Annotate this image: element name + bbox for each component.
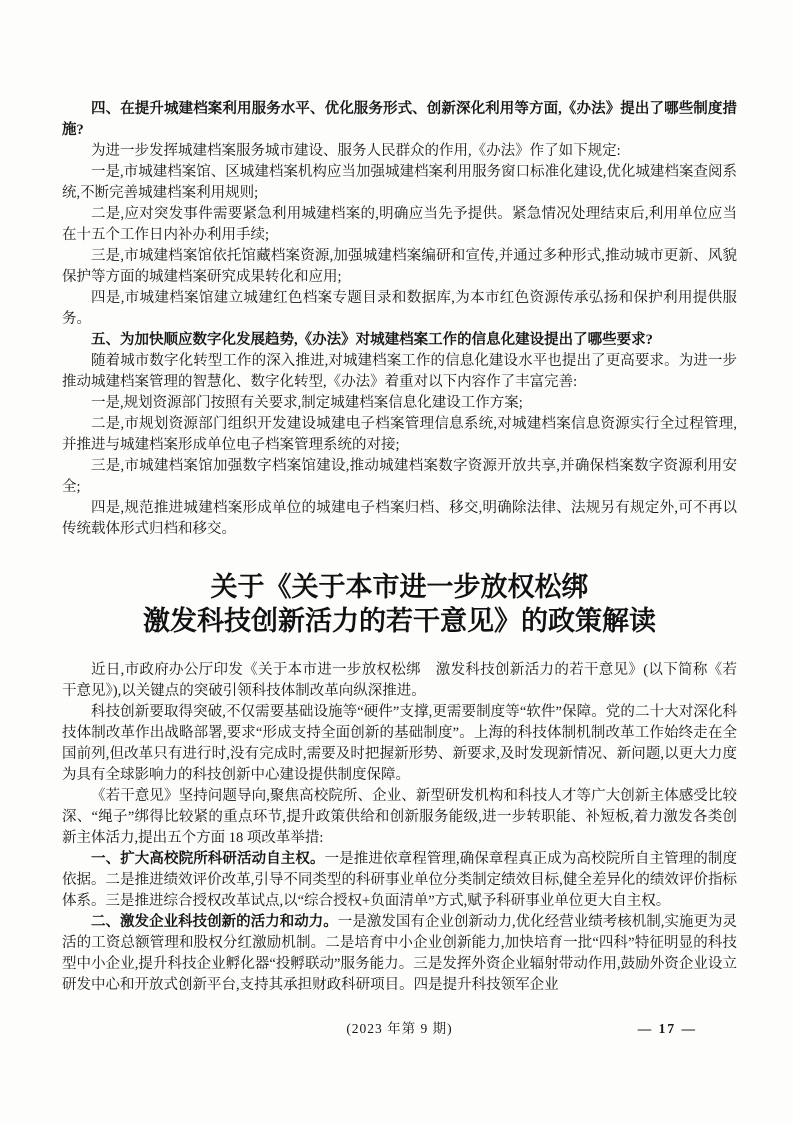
- paragraph-body: 《若干意见》坚持问题导向,聚焦高校院所、企业、新型研发机构和科技人才等广大创新主体感受比较深、“绳子”绑得比较紧的重点环节,提升政策供给和创新服务能级,进一步转职能、补短板,着力激发各类创新主体活力,提出五个方面 18 项改革举措:: [62, 788, 737, 846]
- article-paragraph: [62, 912, 737, 996]
- qa-heading-section-5: 五、为加快顺应数字化发展趋势,《办法》对城建档案工作的信息化建设提出了哪些要求?: [91, 332, 653, 348]
- article-title-line-1: 关于《关于本市进一步放权松绑: [210, 572, 589, 602]
- qa-heading-section-4: 四、在提升城建档案利用服务水平、优化服务形式、创新深化利用等方面,《办法》提出了哪些制度措施?: [62, 101, 737, 138]
- article-paragraph: [62, 786, 737, 849]
- footer-page-number: — 17 —: [637, 1021, 697, 1036]
- paragraph-body: 近日,市政府办公厅印发《关于本市进一步放权松绑 激发科技创新活力的若干意见》(以下简称《若干意见》),以关键点的突破引领科技体制改革向纵深推进。: [62, 662, 737, 699]
- qa-paragraph: 二是,市规划资源部门组织开发建设城建电子档案管理信息系统,对城建档案信息资源实行全过程管理,并推进与城建档案形成单位电子档案管理系统的对接;: [62, 416, 737, 453]
- article-title-line-2: 激发科技创新活力的若干意见》的政策解读: [143, 606, 656, 636]
- qa-paragraph: 三是,市城建档案馆依托馆藏档案资源,加强城建档案编研和宣传,并通过多种形式,推动城市更新、风貌保护等方面的城建档案研究成果转化和应用;: [62, 248, 737, 285]
- page-content: [62, 99, 737, 996]
- qa-paragraph: 为进一步发挥城建档案服务城市建设、服务人民群众的作用,《办法》作了如下规定:: [91, 143, 621, 159]
- page-footer: [62, 1020, 737, 1038]
- paragraph-body: 一是推进依章程管理,确保章程真正成为高校院所自主管理的制度依据。二是推进绩效评价改革,引导不同类型的科研事业单位分类制定绩效目标,健全差异化的绩效评价指标体系。三是推进综合授权改革试点,以“综合授权+负面清单”方式,赋予科研事业单位更大自主权。: [62, 851, 738, 909]
- paragraph-body: 科技创新要取得突破,不仅需要基础设施等“硬件”支撑,更需要制度等“软件”保障。党的二十大对深化科技体制改革作出战略部署,要求“形成支持全面创新的基础制度”。上海的科技体制机制改革工作始终走在全国前列,但改革只有进行时,没有完成时,需要及时把握新形势、新要求,及时发现新情况、新问题,以更大力度为具有全球影响力的科技创新中心建设提供制度保障。: [62, 704, 737, 783]
- article-paragraph: [62, 702, 737, 786]
- article-paragraph: [62, 849, 737, 912]
- qa-paragraph: 四是,规范推进城建档案形成单位的城建电子档案归档、移交,明确除法律、法规另有规定外,可不再以传统载体形式归档和移交。: [62, 500, 737, 537]
- qa-paragraph: 四是,市城建档案馆建立城建红色档案专题目录和数据库,为本市红色资源传承弘扬和保护利用提供服务。: [62, 290, 737, 327]
- qa-paragraph: 一是,规划资源部门按照有关要求,制定城建档案信息化建设工作方案;: [91, 395, 523, 411]
- paragraph-lead: 一、扩大高校院所科研活动自主权。: [91, 851, 325, 867]
- qa-paragraph: 一是,市城建档案馆、区城建档案机构应当加强城建档案利用服务窗口标准化建设,优化城建档案查阅系统,不断完善城建档案利用规则;: [62, 164, 737, 201]
- article-paragraph: [62, 660, 737, 702]
- qa-paragraph: 三是,市城建档案馆加强数字档案馆建设,推动城建档案数字资源开放共享,并确保档案数字资源利用安全;: [62, 458, 737, 495]
- paragraph-body: 一是激发国有企业创新动力,优化经营业绩考核机制,实施更为灵活的工资总额管理和股权分红激励机制。二是培育中小企业创新能力,加快培育一批“四科”特征明显的科技型中小企业,提升科技企业孵化器“投孵联动”服务能力。三是发挥外资企业辐射带动作用,鼓励外资企业设立研发中心和开放式创新平台,支持其承担财政科研项目。四是提升科技领军企业: [62, 914, 738, 993]
- qa-paragraph: 随着城市数字化转型工作的深入推进,对城建档案工作的信息化建设水平也提出了更高要求。为进一步推动城建档案管理的智慧化、数字化转型,《办法》着重对以下内容作了丰富完善:: [62, 353, 737, 390]
- footer-issue: (2023 年第 9 期): [346, 1021, 453, 1036]
- qa-paragraph: 二是,应对突发事件需要紧急利用城建档案的,明确应当先予提供。紧急情况处理结束后,利用单位应当在十五个工作日内补办利用手续;: [62, 206, 737, 243]
- article-title: [62, 570, 737, 638]
- paragraph-lead: 二、激发企业科技创新的活力和动力。: [91, 914, 338, 930]
